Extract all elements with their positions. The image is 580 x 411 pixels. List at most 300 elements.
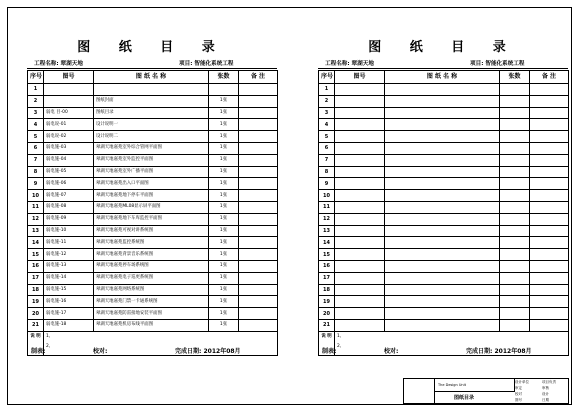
row-code: 弱电施-03 <box>44 142 94 154</box>
row-note <box>239 319 278 331</box>
table-row <box>319 119 569 131</box>
row-name: 图纸目录 <box>94 107 209 119</box>
row-number: 17 <box>28 272 44 284</box>
row-count: 1张 <box>209 249 239 261</box>
row-count: 1张 <box>209 237 239 249</box>
row-note <box>530 142 569 154</box>
row-count <box>500 178 530 190</box>
row-number: 16 <box>28 260 44 272</box>
row-count <box>500 319 530 331</box>
row-name <box>385 296 500 308</box>
table-row <box>319 107 569 119</box>
row-code: 弱电施-08 <box>44 201 94 213</box>
header-no: 序号 <box>28 71 44 84</box>
row-number: 21 <box>28 319 44 331</box>
row-count <box>500 296 530 308</box>
sheet-footer <box>318 344 568 356</box>
row-code <box>335 249 385 261</box>
row-name: 翠湖天地嘉苑网络系统图 <box>94 284 209 296</box>
project-info <box>318 58 568 68</box>
row-count <box>500 131 530 143</box>
row-count: 1张 <box>209 201 239 213</box>
header-count: 张数 <box>500 71 530 84</box>
row-count <box>500 237 530 249</box>
row-note <box>530 178 569 190</box>
row-count: 1张 <box>209 296 239 308</box>
title-block <box>403 378 569 404</box>
table-row <box>28 107 278 119</box>
header-code: 图号 <box>44 71 94 84</box>
row-name: 翠湖天地嘉苑背景音乐系统图 <box>94 249 209 261</box>
row-note <box>530 213 569 225</box>
title-block-labels <box>514 379 569 404</box>
row-note <box>530 190 569 202</box>
row-count: 1张 <box>209 142 239 154</box>
table-row <box>319 131 569 143</box>
row-count <box>500 190 530 202</box>
sheet-title: 图 纸 目 录 <box>368 40 518 55</box>
footer-checker: 校对: <box>93 348 108 355</box>
row-count <box>500 84 530 96</box>
row-note <box>530 119 569 131</box>
row-number: 19 <box>28 296 44 308</box>
row-note <box>530 84 569 96</box>
row-number: 6 <box>319 142 335 154</box>
row-code <box>335 308 385 320</box>
table-row <box>28 319 278 331</box>
row-number: 2 <box>319 95 335 107</box>
row-number: 18 <box>319 284 335 296</box>
table-row <box>28 95 278 107</box>
row-number: 5 <box>28 131 44 143</box>
row-count: 1张 <box>209 131 239 143</box>
row-note <box>239 237 278 249</box>
row-code <box>335 107 385 119</box>
row-name: 翠湖天地嘉苑可视对讲系统图 <box>94 225 209 237</box>
row-number: 3 <box>28 107 44 119</box>
table-row <box>28 84 278 96</box>
row-code: 弱电施-18 <box>44 319 94 331</box>
row-note <box>239 284 278 296</box>
table-row <box>28 225 278 237</box>
row-count: 1张 <box>209 272 239 284</box>
row-note <box>530 284 569 296</box>
row-note <box>530 237 569 249</box>
header-note: 备 注 <box>530 71 569 84</box>
title-block-label: 设计 <box>542 392 549 396</box>
row-count: 1张 <box>209 225 239 237</box>
table-row <box>28 166 278 178</box>
title-block-label: 设计单位 <box>515 380 529 384</box>
row-code: 弱电施-11 <box>44 237 94 249</box>
row-count <box>500 272 530 284</box>
row-note <box>239 107 278 119</box>
footer-maker: 制表: <box>322 348 337 355</box>
header-note: 备 注 <box>239 71 278 84</box>
row-note <box>239 190 278 202</box>
table-row <box>319 225 569 237</box>
row-count: 1张 <box>209 319 239 331</box>
header-count: 张数 <box>209 71 239 84</box>
row-number: 2 <box>28 95 44 107</box>
table-row <box>28 308 278 320</box>
row-number: 20 <box>28 308 44 320</box>
row-code <box>335 201 385 213</box>
sheet-title: 图 纸 目 录 <box>77 40 227 55</box>
row-code <box>335 237 385 249</box>
table-row <box>319 190 569 202</box>
row-note <box>239 249 278 261</box>
row-count <box>500 142 530 154</box>
row-name <box>385 201 500 213</box>
row-code <box>335 190 385 202</box>
row-number: 8 <box>28 166 44 178</box>
table-row <box>319 284 569 296</box>
row-name <box>385 84 500 96</box>
row-name <box>385 107 500 119</box>
row-note <box>239 272 278 284</box>
row-note <box>239 201 278 213</box>
project-name: 工程名称: 翠湖天地 <box>34 61 83 67</box>
note-line: 1、 <box>337 333 345 339</box>
row-code <box>335 284 385 296</box>
table-row <box>28 260 278 272</box>
row-count: 1张 <box>209 166 239 178</box>
row-note <box>530 308 569 320</box>
drawing-list-table <box>318 70 569 356</box>
table-row <box>28 296 278 308</box>
row-number: 17 <box>319 272 335 284</box>
row-number: 14 <box>28 237 44 249</box>
row-note <box>239 142 278 154</box>
row-code: 弱电施-09 <box>44 213 94 225</box>
row-number: 15 <box>319 249 335 261</box>
table-row <box>28 201 278 213</box>
drawing-list-table <box>27 70 278 356</box>
row-count <box>500 95 530 107</box>
row-note <box>239 119 278 131</box>
footer-date: 完成日期: 2012年08月 <box>175 348 241 355</box>
sheet-footer <box>27 344 277 356</box>
table-row <box>28 237 278 249</box>
row-name <box>385 95 500 107</box>
row-note <box>530 272 569 284</box>
row-code <box>335 95 385 107</box>
row-code: 弱电施-15 <box>44 284 94 296</box>
row-number: 7 <box>28 154 44 166</box>
title-block-label: 审定 <box>515 386 522 390</box>
row-number: 15 <box>28 249 44 261</box>
row-code: 弱电施-07 <box>44 190 94 202</box>
table-row <box>319 84 569 96</box>
table-row <box>319 178 569 190</box>
notes-label: 说 明 <box>28 331 44 355</box>
row-note <box>530 319 569 331</box>
row-name <box>385 308 500 320</box>
row-name <box>385 213 500 225</box>
row-note <box>530 260 569 272</box>
row-note <box>239 131 278 143</box>
row-number: 1 <box>28 84 44 96</box>
row-number: 13 <box>319 225 335 237</box>
table-row <box>28 284 278 296</box>
row-count <box>500 154 530 166</box>
row-number: 14 <box>319 237 335 249</box>
row-number: 7 <box>319 154 335 166</box>
table-row <box>28 154 278 166</box>
divider <box>318 68 568 69</box>
table-row <box>28 142 278 154</box>
row-code <box>335 84 385 96</box>
row-code: 弱电施-12 <box>44 249 94 261</box>
row-code <box>335 166 385 178</box>
row-name <box>385 260 500 272</box>
note-line: 2、 <box>337 343 345 349</box>
row-note <box>530 249 569 261</box>
row-code <box>335 142 385 154</box>
footer-checker: 校对: <box>384 348 399 355</box>
row-count: 1张 <box>209 178 239 190</box>
row-number: 12 <box>319 213 335 225</box>
table-row <box>319 249 569 261</box>
row-note <box>530 166 569 178</box>
row-count: 1张 <box>209 95 239 107</box>
row-count <box>500 201 530 213</box>
table-row <box>28 249 278 261</box>
row-number: 11 <box>28 201 44 213</box>
row-name <box>385 178 500 190</box>
row-code: 弱电说-01 <box>44 119 94 131</box>
row-code <box>335 154 385 166</box>
row-number: 13 <box>28 225 44 237</box>
row-count: 1张 <box>209 119 239 131</box>
row-name: 翠湖天地嘉苑ML08显示屏平面图 <box>94 201 209 213</box>
row-note <box>530 225 569 237</box>
row-number: 8 <box>319 166 335 178</box>
drawing-list-sheet-left <box>27 28 277 375</box>
row-code <box>44 84 94 96</box>
table-row <box>319 154 569 166</box>
row-count: 1张 <box>209 213 239 225</box>
table-row <box>28 190 278 202</box>
row-name: 翠湖天地嘉苑地下停车平面图 <box>94 190 209 202</box>
row-name <box>385 284 500 296</box>
row-count <box>500 166 530 178</box>
row-name: 翠湖天地嘉苑室外综合管网平面图 <box>94 142 209 154</box>
row-code: 弱电施-05 <box>44 166 94 178</box>
row-code <box>335 119 385 131</box>
row-note <box>239 225 278 237</box>
row-code <box>335 260 385 272</box>
table-row <box>319 95 569 107</box>
table-row <box>28 119 278 131</box>
row-code: 弱电施-06 <box>44 178 94 190</box>
row-count <box>500 249 530 261</box>
row-code: 弱电施-10 <box>44 225 94 237</box>
row-note <box>239 260 278 272</box>
row-count <box>500 119 530 131</box>
row-number: 9 <box>28 178 44 190</box>
row-name: 翠湖天地嘉苑出入口平面图 <box>94 178 209 190</box>
table-row <box>319 296 569 308</box>
row-name: 设计说明一 <box>94 119 209 131</box>
row-name: 设计说明二 <box>94 131 209 143</box>
table-row <box>28 213 278 225</box>
row-number: 3 <box>319 107 335 119</box>
row-count: 1张 <box>209 284 239 296</box>
header-code: 图号 <box>335 71 385 84</box>
row-number: 4 <box>28 119 44 131</box>
table-row <box>28 131 278 143</box>
note-line: 1、 <box>46 333 54 339</box>
row-name <box>385 166 500 178</box>
row-code <box>335 131 385 143</box>
project-info <box>27 58 277 68</box>
row-name: 翠湖天地嘉苑监控系统图 <box>94 237 209 249</box>
row-code <box>44 95 94 107</box>
row-note <box>530 296 569 308</box>
table-header-row <box>28 71 278 84</box>
title-block-logo-cell <box>404 379 435 404</box>
project-item: 项目: 智能化系统工程 <box>179 61 234 67</box>
row-note <box>239 84 278 96</box>
row-name <box>385 142 500 154</box>
row-code: 弱电施-13 <box>44 260 94 272</box>
table-row <box>28 178 278 190</box>
header-no: 序号 <box>319 71 335 84</box>
row-name <box>385 131 500 143</box>
row-number: 18 <box>28 284 44 296</box>
notes-label: 说 明 <box>319 331 335 355</box>
row-code: 弱电施-14 <box>44 272 94 284</box>
row-code: 弱电 目-00 <box>44 107 94 119</box>
divider <box>27 68 277 69</box>
row-code: 弱电施-04 <box>44 154 94 166</box>
title-block-label: 审核 <box>542 386 549 390</box>
row-code <box>335 319 385 331</box>
row-count <box>500 213 530 225</box>
row-name: 翠湖天地嘉苑门禁一卡通系统图 <box>94 296 209 308</box>
note-line: 2、 <box>46 343 54 349</box>
row-name <box>385 154 500 166</box>
table-row <box>28 272 278 284</box>
row-name: 翠湖天地嘉苑停车场系统图 <box>94 260 209 272</box>
row-name <box>385 249 500 261</box>
row-note <box>239 154 278 166</box>
title-block-company: The Design Unit <box>438 383 466 387</box>
row-code <box>335 178 385 190</box>
title-block-label: 校对 <box>515 392 522 396</box>
row-note <box>530 107 569 119</box>
row-name <box>385 272 500 284</box>
title-block-drawing-name: 图纸目录 <box>454 395 475 401</box>
table-row <box>319 272 569 284</box>
header-name: 图 纸 名 称 <box>385 71 500 84</box>
table-row <box>319 201 569 213</box>
row-number: 19 <box>319 296 335 308</box>
row-code <box>335 213 385 225</box>
project-name: 工程名称: 翠湖天地 <box>325 61 374 67</box>
footer-date: 完成日期: 2012年08月 <box>466 348 532 355</box>
row-name: 翠湖天地嘉苑防雷接地安装平面图 <box>94 308 209 320</box>
table-row <box>319 260 569 272</box>
row-count <box>500 225 530 237</box>
drawing-list-sheet-right <box>318 28 568 375</box>
row-count: 1张 <box>209 154 239 166</box>
table-header-row <box>319 71 569 84</box>
row-code <box>335 296 385 308</box>
row-name <box>385 119 500 131</box>
row-number: 12 <box>28 213 44 225</box>
row-name <box>385 237 500 249</box>
row-name <box>94 84 209 96</box>
row-name <box>385 225 500 237</box>
row-number: 6 <box>28 142 44 154</box>
row-code <box>335 225 385 237</box>
table-row <box>319 166 569 178</box>
row-number: 11 <box>319 201 335 213</box>
row-note <box>239 178 278 190</box>
row-name: 翠湖天地嘉苑电子巡更系统图 <box>94 272 209 284</box>
row-note <box>530 95 569 107</box>
row-number: 5 <box>319 131 335 143</box>
row-name: 翠湖天地嘉苑机房布线平面图 <box>94 319 209 331</box>
title-block-label: 项目负责 <box>542 380 556 384</box>
row-name: 翠湖天地嘉苑地下车库监控平面图 <box>94 213 209 225</box>
table-row <box>319 237 569 249</box>
row-count <box>500 260 530 272</box>
row-note <box>239 308 278 320</box>
row-name: 翠湖天地嘉苑室外监控平面图 <box>94 154 209 166</box>
project-item: 项目: 智能化系统工程 <box>470 61 525 67</box>
table-row <box>319 142 569 154</box>
row-count <box>500 107 530 119</box>
row-name: 图纸封面 <box>94 95 209 107</box>
row-count <box>500 284 530 296</box>
row-name <box>385 190 500 202</box>
row-number: 9 <box>319 178 335 190</box>
table-row <box>319 213 569 225</box>
row-number: 20 <box>319 308 335 320</box>
row-count: 1张 <box>209 107 239 119</box>
row-code: 弱电施-16 <box>44 296 94 308</box>
row-name <box>385 319 500 331</box>
row-count <box>500 308 530 320</box>
header-name: 图 纸 名 称 <box>94 71 209 84</box>
row-count: 1张 <box>209 308 239 320</box>
row-count: 1张 <box>209 190 239 202</box>
row-note <box>239 166 278 178</box>
row-code: 弱电施-17 <box>44 308 94 320</box>
row-count <box>209 84 239 96</box>
title-block-label: 图号 <box>515 398 522 402</box>
row-number: 4 <box>319 119 335 131</box>
table-row <box>319 308 569 320</box>
row-number: 10 <box>319 190 335 202</box>
row-note <box>530 201 569 213</box>
row-note <box>530 131 569 143</box>
row-count: 1张 <box>209 260 239 272</box>
table-row <box>319 319 569 331</box>
row-code <box>335 272 385 284</box>
row-code: 弱电说-02 <box>44 131 94 143</box>
row-note <box>239 296 278 308</box>
row-number: 1 <box>319 84 335 96</box>
row-note <box>239 95 278 107</box>
row-note <box>530 154 569 166</box>
row-name: 翠湖天地嘉苑室外广播平面图 <box>94 166 209 178</box>
row-note <box>239 213 278 225</box>
